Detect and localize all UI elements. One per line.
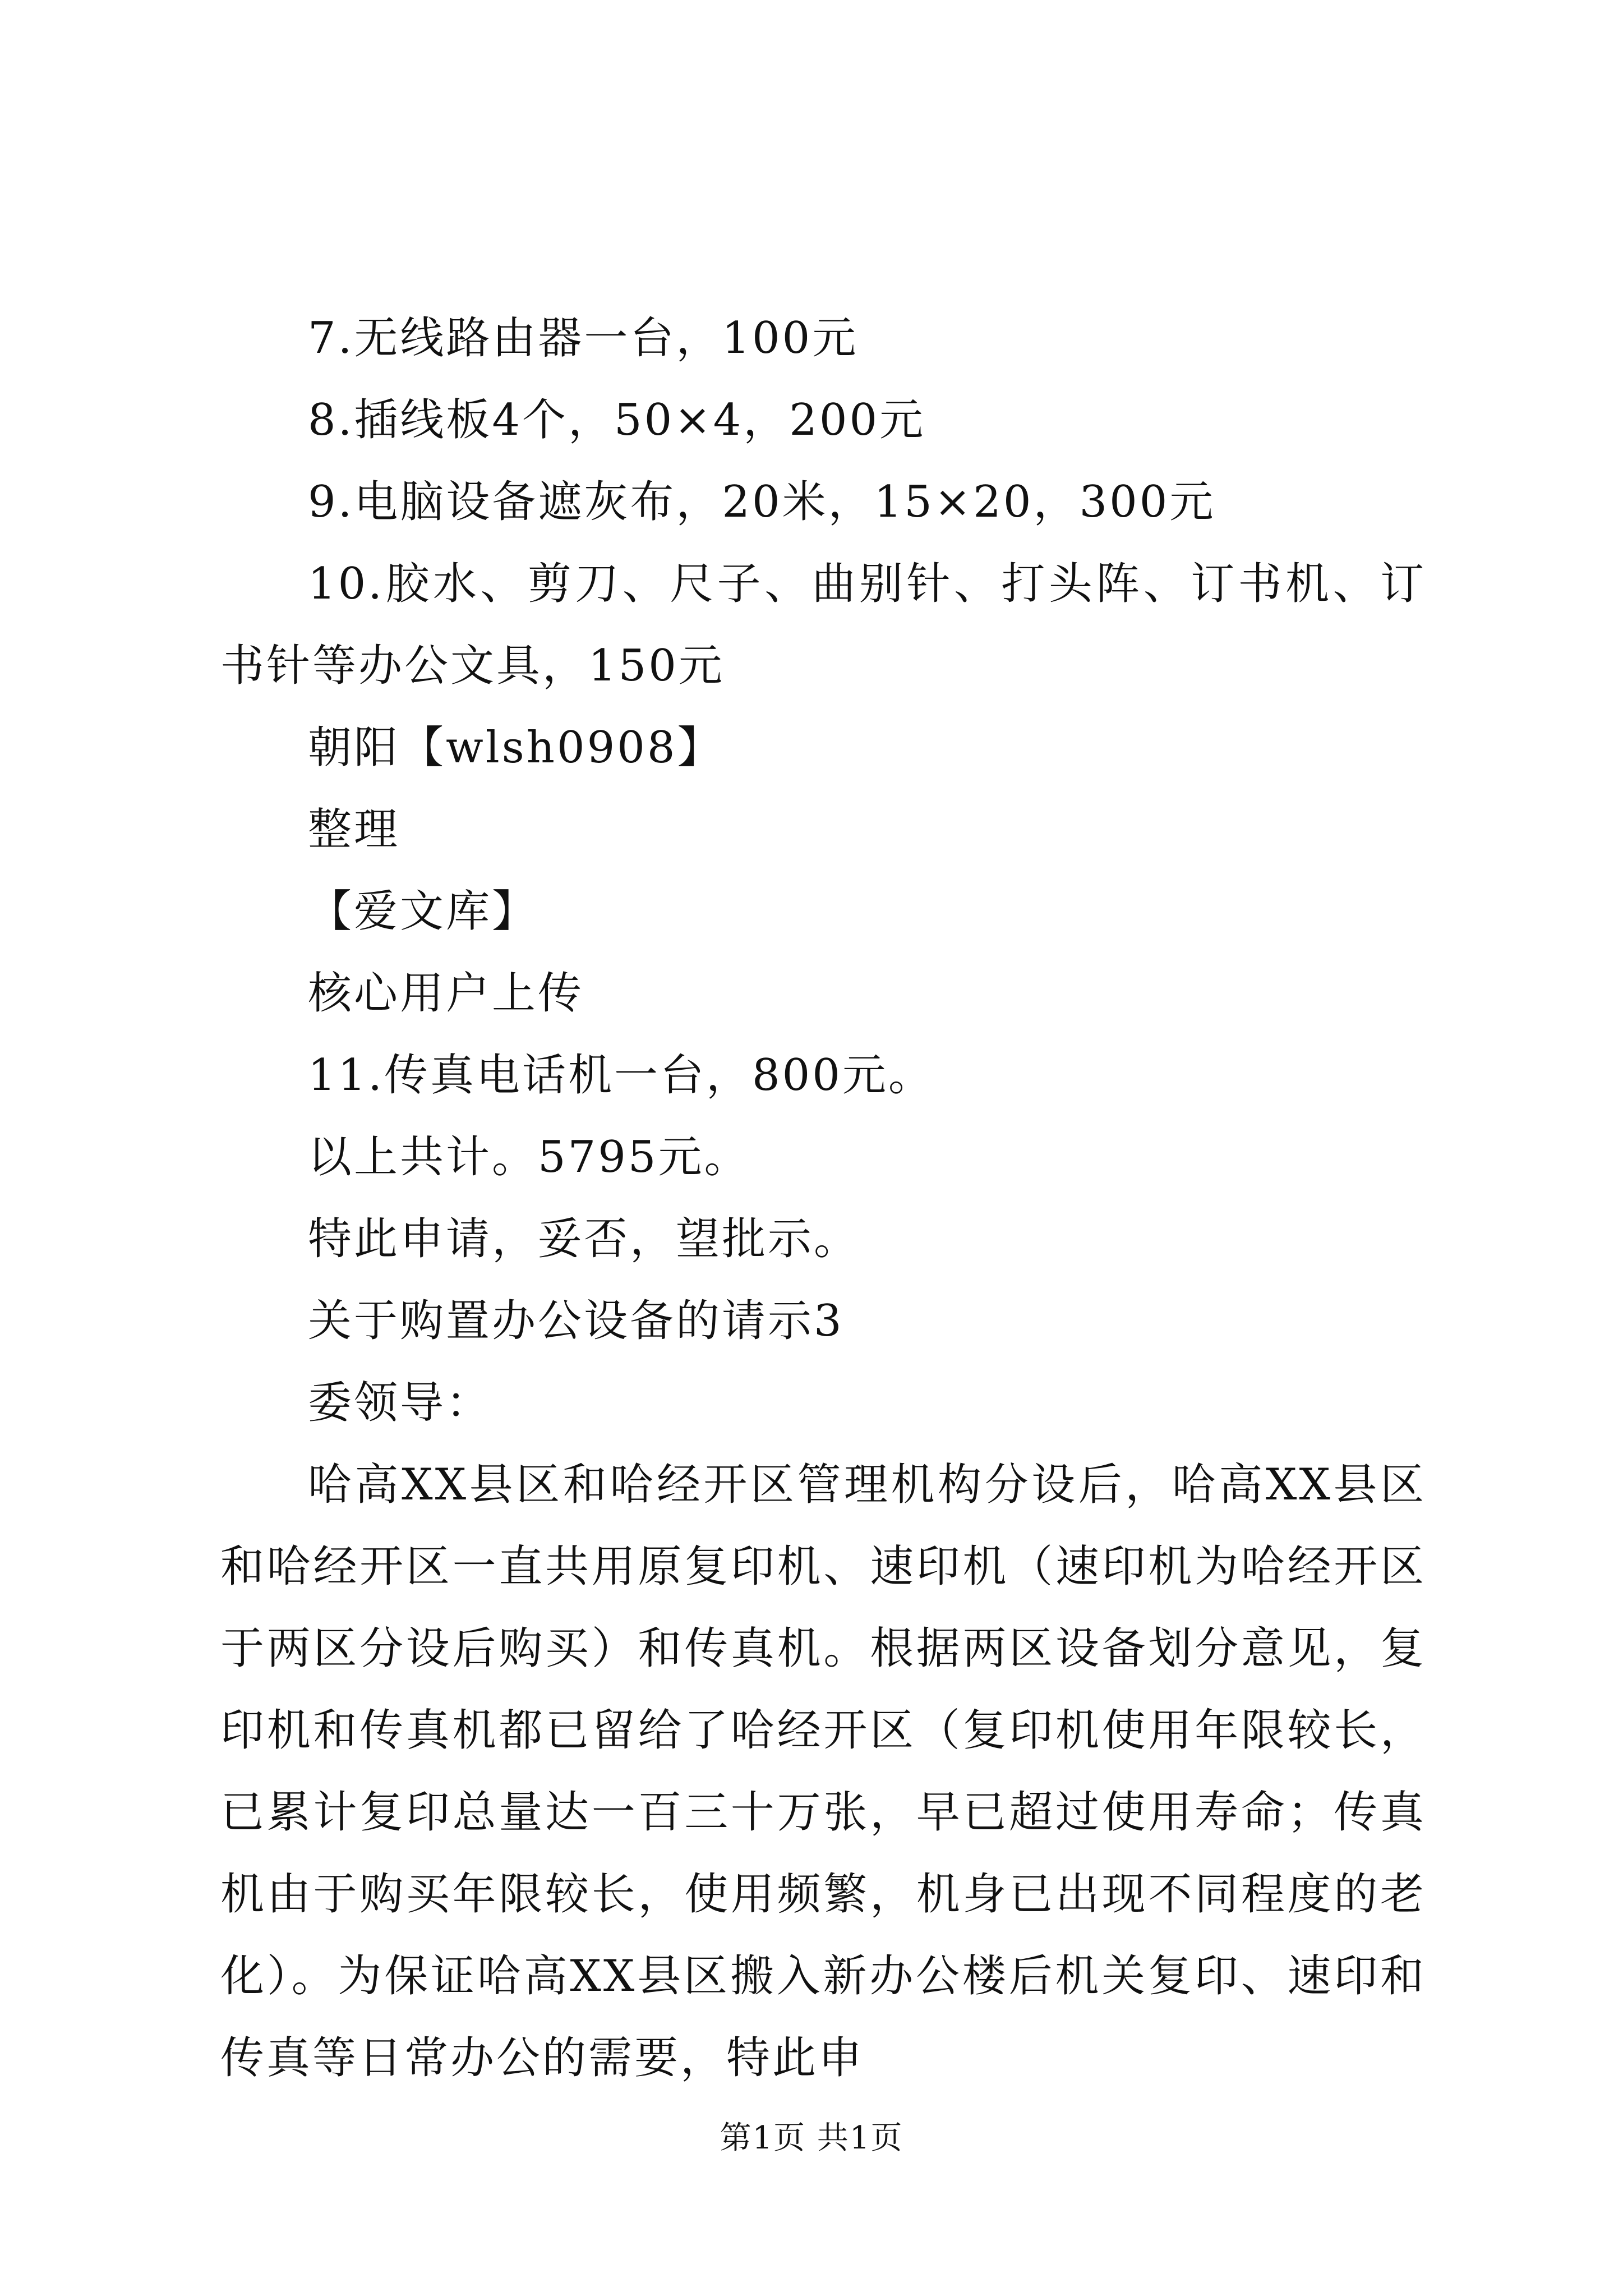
- document-body: [220, 297, 1426, 2099]
- section-title: 关于购置办公设备的请示3: [308, 1296, 844, 1346]
- paragraph-item-9: 9.电脑设备遮灰布，20米，15×20，300元: [308, 477, 1216, 527]
- paragraph-uploader: 核心用户上传: [308, 968, 584, 1019]
- paragraph-item-10: 10.胶水、剪刀、尺子、曲别针、打头阵、订书机、订书针等办公文具，150元: [220, 559, 1426, 691]
- paragraph-organize: 整理: [308, 804, 400, 855]
- paragraph-item-8: 8.插线板4个，50×4，200元: [308, 395, 926, 445]
- paragraph-item-7: 7.无线路由器一台，100元: [308, 313, 859, 364]
- salutation: 委领导：: [308, 1378, 492, 1428]
- paragraph-source: 【爱文库】: [308, 886, 538, 937]
- page-footer: 第1页 共1页: [720, 2120, 903, 2156]
- paragraph-item-11: 11.传真电话机一台，800元。: [308, 1050, 934, 1101]
- paragraph-request: 特此申请，妥否，望批示。: [308, 1214, 860, 1264]
- paragraph-body: 哈高XX县区和哈经开区管理机构分设后，哈高XX县区和哈经开区一直共用原复印机、速印机（速印机为哈经开区于两区分设后购买）和传真机。根据两区设备划分意见，复印机和传真机都已留给了哈经开区（复印机使用年限较长，已累计复印总量达一百三十万张，早已超过使用寿命；传真机由于购买年限较长，使用频繁，机身已出现不同程度的老化）。为保证哈高XX县区搬入新办公楼后机关复印、速印和传真等日常办公的需要，特此申: [220, 1460, 1426, 2083]
- paragraph-total: 以上共计。5795元。: [308, 1132, 750, 1182]
- paragraph-author: 朝阳【wlsh0908】: [308, 723, 723, 773]
